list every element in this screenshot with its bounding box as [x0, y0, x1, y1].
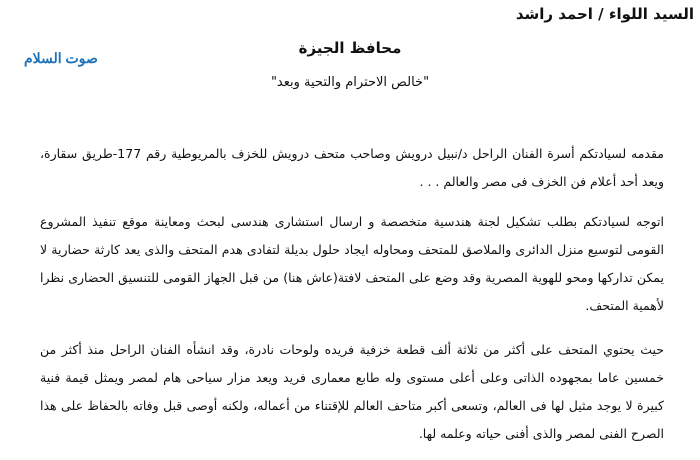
governorate-title: محافظ الجيزة: [298, 39, 402, 57]
paragraph-2: اتوجه لسيادتكم بطلب تشكيل لجنة هندسية متخصصة و ارسال استشارى هندسى لبحث ومعاينة موقع تنفيذ المشروع القومى لتوسيع منزل الدائرى والملاصق للمتحف ومحاوله ايجاد حلول بديلة لتفادى هدم المتحف والذى يعد كارثة حضارية لا يمكن تداركها ومحو للهوية المصرية وقد وضع على المتحف لافتة(عاش هنا) من قبل الجهاز القومى للتنسيق الحضارى نظرا لأهمية المتحف.: [40, 214, 664, 313]
paragraph-1: مقدمه لسيادتكم أسرة الفنان الراحل د/نبيل درويش وصاحب متحف درويش للخزف بالمريوطية رقم 177-طريق سقارة، ويعد أحد أعلام فن الخزف فى مصر والعالم . . .: [40, 146, 664, 189]
paragraph-3: حيث يحتوي المتحف على أكثر من ثلاثة ألف قطعة خزفية فريده ولوحات نادرة، وقد انشأه الفنان الراحل منذ أكثر من خمسين عاما بمجهوده الذاتى وعلى أعلى مستوى وله طابع معمارى فريد ويعد مزار سياحى هام لمصر ويمثل قيمة فنية كبيرة لا يوجد مثيل لها فى العالم، وتسعى أكبر متاحف العالم للإقتناء من أعماله، ولكنه أوصى قبل وفاته بالحفاظ على هذا الصرح الفنى لمصر والذى أفنى حياته وعلمه لها.: [40, 342, 664, 441]
addressee-line: السيد اللواء / احمد راشد: [515, 5, 694, 23]
logo-text: صوت السلام: [24, 50, 98, 66]
salutation-line: "خالص الاحترام والتحية وبعد": [270, 75, 430, 90]
